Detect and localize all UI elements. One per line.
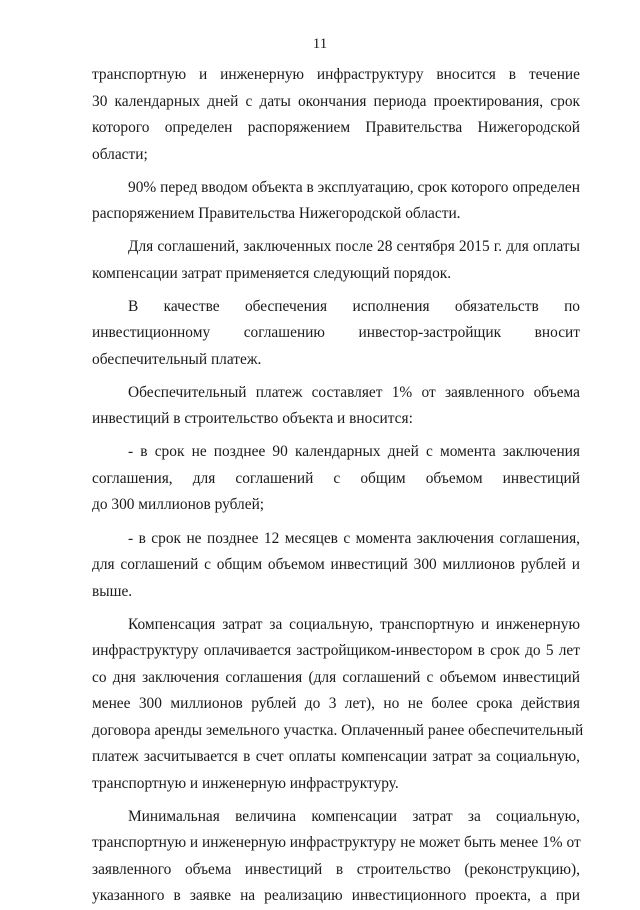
- text-line: платеж засчитывается в счет оплаты компенсации затрат за социальную,: [92, 748, 580, 766]
- text-line: соглашения, для соглашений с общим объемом инвестиций: [92, 469, 580, 487]
- text-line: компенсации затрат применяется следующий порядок.: [92, 264, 452, 282]
- text-line: со дня заключения соглашения (для соглашений с объемом инвестиций: [92, 668, 580, 686]
- text-line: менее 300 миллионов рублей до 3 лет), но не более срока действия: [92, 695, 580, 713]
- list-item: [92, 526, 580, 606]
- text-line: транспортную и инженерную инфраструктуру.: [92, 774, 399, 792]
- text-line: инфраструктуру оплачивается застройщиком-инвестором в срок до 5 лет: [92, 642, 580, 660]
- body-text: [92, 62, 584, 910]
- text-line: инвестиций в строительство объекта и вносится:: [92, 410, 413, 428]
- text-line: Обеспечительный платеж составляет 1% от заявленного объема: [128, 383, 580, 401]
- text-line: - в срок не позднее 90 календарных дней с момента заключения: [128, 443, 580, 461]
- paragraph: [92, 380, 580, 433]
- text-line: области;: [92, 145, 148, 163]
- text-line: 90% перед вводом объекта в эксплуатацию, срок которого определен: [128, 178, 580, 196]
- text-line: указанного в заявке на реализацию инвестиционного проекта, а при: [92, 887, 580, 905]
- text-line: В качестве обеспечения исполнения обязательств по: [128, 297, 580, 315]
- text-line: до 300 миллионов рублей;: [92, 496, 265, 514]
- paragraph: [92, 612, 584, 798]
- text-line: обеспечительный платеж.: [92, 350, 262, 368]
- text-line: Компенсация затрат за социальную, транспортную и инженерную: [128, 615, 580, 633]
- paragraph: [92, 175, 580, 228]
- paragraph: [92, 804, 580, 910]
- text-line: для соглашений с общим объемом инвестиций 300 миллионов рублей и: [92, 556, 580, 574]
- text-line: транспортную и инженерную инфраструктуру вносится в течение: [92, 66, 580, 83]
- text-line: транспортную и инженерную инфраструктуру не может быть менее 1% от: [92, 834, 581, 852]
- text-line: Минимальная величина компенсации затрат за социальную,: [128, 807, 580, 825]
- text-line: которого определен распоряжением Правительства Нижегородской: [92, 119, 580, 136]
- text-line: инвестиционному соглашению инвестор-застройщик вносит: [92, 324, 580, 342]
- paragraph: [92, 62, 580, 168]
- text-line: Для соглашений, заключенных после 28 сентября 2015 г. для оплаты: [128, 238, 580, 256]
- list-item: [92, 439, 580, 519]
- page-number: 11: [312, 36, 328, 52]
- text-line: заявленного объема инвестиций в строительство (реконструкцию),: [92, 860, 580, 878]
- text-line: распоряжением Правительства Нижегородской области.: [92, 205, 461, 223]
- text-line: договора аренды земельного участка. Оплаченный ранее обеспечительный: [92, 721, 584, 739]
- text-line: выше.: [92, 582, 133, 600]
- paragraph: [92, 234, 580, 287]
- paragraph: [92, 294, 580, 374]
- text-line: 30 календарных дней с даты окончания периода проектирования, срок: [92, 92, 580, 110]
- text-line: - в срок не позднее 12 месяцев с момента заключения соглашения,: [128, 529, 580, 547]
